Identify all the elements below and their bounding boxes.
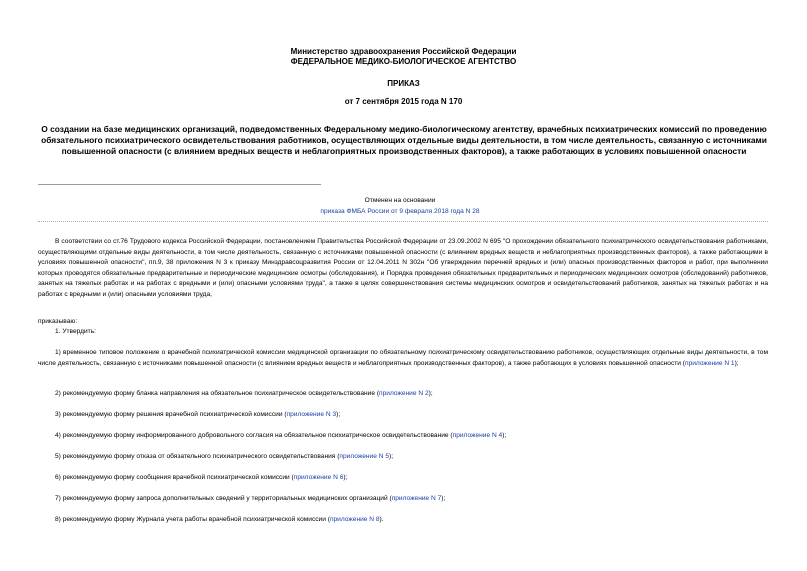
ministry-name: Министерство здравоохранения Российской Федерации bbox=[290, 47, 517, 56]
list-item bbox=[38, 410, 768, 421]
order-verb: приказываю: bbox=[38, 318, 78, 325]
item-text: 7) рекомендуемую форму запроса дополнительных сведений у территориальных медицинских организаций ( bbox=[55, 495, 392, 502]
appendix-link[interactable]: приложение N 3 bbox=[286, 411, 337, 418]
item-tail: ). bbox=[379, 516, 384, 523]
list-item bbox=[38, 348, 768, 369]
appendix-link[interactable]: приложение N 6 bbox=[293, 474, 344, 481]
appendix-link[interactable]: приложение N 4 bbox=[452, 432, 503, 439]
item-tail: ); bbox=[389, 453, 394, 460]
item-tail: ); bbox=[502, 432, 507, 439]
appendix-link[interactable]: приложение N 8 bbox=[329, 516, 380, 523]
appendix-link[interactable]: приложение N 5 bbox=[339, 453, 390, 460]
item-text: 8) рекомендуемую форму Журнала учета работы врачебной психиатрической комиссии ( bbox=[55, 516, 330, 523]
list-item bbox=[38, 452, 768, 463]
item-tail: ); bbox=[428, 390, 433, 397]
document-title: О создании на базе медицинских организаций, подведомственных Федеральному медико-биологическому агентству, врачебных психиатрических комиссий по проведению обязательного психиатрического освидетельствования работников, осуществляющих отдельные виды деятельности, в том числе деятельность, связанную с источниками повышенной опасности (с влиянием вредных веществ и неблагоприятных производственных факторов), а также работающих в условиях повышенной опасности bbox=[41, 124, 767, 156]
annulment-label: Отменен на основании bbox=[364, 197, 436, 204]
list-item bbox=[38, 431, 768, 442]
item-text: 4) рекомендуемую форму информированного добровольного согласия на обязательное психиатрическое освидетельствование ( bbox=[55, 432, 453, 439]
item-text: 1) временное типовое положение о врачебной психиатрической комиссии медицинской организации по обязательному психиатрическому освидетельствованию работников, осуществляющих отдельные виды деятельности, в том числе деятельность, связанную с источниками повышенной опасности (с влиянием вредных веществ и неблагоприятных производственных факторов), а также работающих в условиях повышенной опасности ( bbox=[38, 349, 768, 367]
item-text: 3) рекомендуемую форму решения врачебной психиатрической комиссии ( bbox=[55, 411, 287, 418]
list-item bbox=[38, 389, 768, 400]
annulment-link[interactable]: приказа ФМБА России от 9 февраля 2018 года N 28 bbox=[320, 208, 480, 215]
divider-dotted bbox=[38, 221, 768, 222]
appendix-link[interactable]: приложение N 7 bbox=[391, 495, 442, 502]
item-tail: ); bbox=[734, 359, 739, 367]
item-text: 5) рекомендуемую форму отказа от обязательного психиатрического освидетельствования ( bbox=[55, 453, 340, 460]
item-text: 6) рекомендуемую форму сообщения врачебной психиатрической комиссии ( bbox=[55, 474, 294, 481]
appendix-link[interactable]: приложение N 2 bbox=[379, 390, 429, 397]
appendix-link[interactable]: приложение N 1 bbox=[685, 359, 735, 367]
agency-name: ФЕДЕРАЛЬНОЕ МЕДИКО-БИОЛОГИЧЕСКОЕ АГЕНТСТВО bbox=[290, 57, 517, 66]
item-tail: ); bbox=[343, 474, 348, 481]
order-heading: ПРИКАЗ bbox=[387, 79, 420, 88]
list-item bbox=[38, 473, 768, 484]
item-text: 2) рекомендуемую форму бланка направления на обязательное психиатрическое освидетельствование ( bbox=[55, 390, 380, 397]
preamble-paragraph: В соответствии со ст.76 Трудового кодекса Российской Федерации, постановлением Правительства Российской Федерации от 23.09.2002 N 695 "О прохождении обязательного психиатрического освидетельствования работниками, осуществляющими отдельные виды деятельности, в том числе деятельность, связанную с источниками повышенной опасности (с влиянием вредных веществ и неблагоприятных производственных факторов), а также работающими в условиях повышенной опасности", пп.9, 38 приложения N 3 к приказу Минздравсоцразвития России от 12.04.2011 N 302н "Об утверждении перечней вредных и (или) опасных производственных факторов и работ, при выполнении которых проводятся обязательные предварительные и периодические медицинские осмотры (обследования), и Порядка проведения обязательных предварительных и периодических медицинских осмотров (обследований) работников, занятых на тяжелых работах и на работах с вредными и (или) опасными условиями труда", а также в целях совершенствования системы медицинских осмотров и освидетельствований работников, занятых на тяжелых работах и на работах с вредными и (или) опасными условиями труда, bbox=[38, 238, 768, 298]
list-item bbox=[38, 494, 768, 505]
item-tail: ); bbox=[336, 411, 341, 418]
point-1: 1. Утвердить: bbox=[55, 328, 96, 335]
order-date: от 7 сентября 2015 года N 170 bbox=[344, 97, 463, 106]
item-tail: ); bbox=[441, 495, 446, 502]
list-item bbox=[38, 515, 768, 526]
divider-short bbox=[38, 184, 321, 185]
